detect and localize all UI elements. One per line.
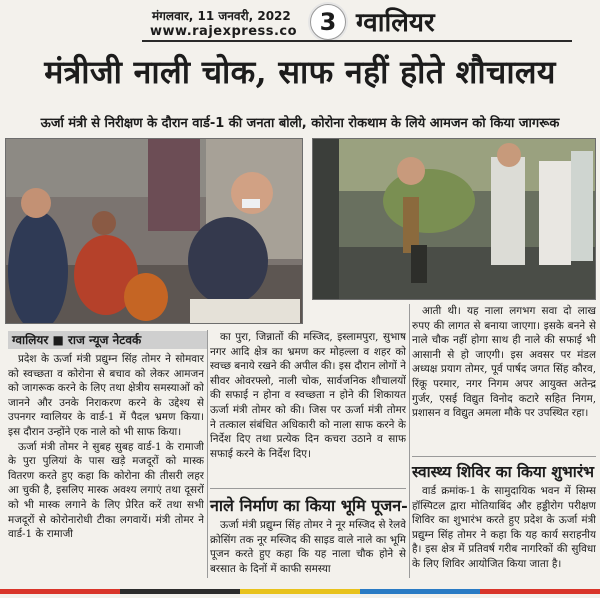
website-url: www.rajexpress.co: [150, 24, 298, 39]
subsection-heading-health-camp: स्वास्थ्य शिविर का किया शुभारंभ: [412, 462, 594, 481]
article-column-3: [412, 304, 596, 454]
article-column-2b: [210, 518, 406, 578]
section-divider: [412, 456, 596, 457]
article-subheadline: ऊर्जा मंत्री से निरीक्षण के दौरान वार्ड-1 की जनता बोली, कोरोना रोकथाम के लिये आमजन को किया जागरूक: [40, 116, 560, 131]
photo-drain-cleaning-image: [313, 139, 595, 299]
print-color-strip: [0, 579, 600, 584]
subsection-heading-drain-construction: नाले निर्माण का किया भूमि पूजन-: [210, 496, 408, 515]
page-number-badge: 3: [310, 4, 346, 40]
paragraph: प्रदेश के ऊर्जा मंत्री प्रद्युम्न सिंह तोमर ने सोमवार को स्वच्छता व कोरोना से बचाव को लेकर आमजन को जागरूक करने के लिए तथा क्षेत्रीय समस्याओं को जानने और उनके निराकरण करने के उद्देश्य से उपनगर ग्वालियर के वार्ड-1 में पैदल भ्रमण किया। इस दौरान उन्होंने एक नाले को भी साफ किया।: [8, 353, 204, 438]
issue-date: मंगलवार, 11 जनवरी, 2022: [152, 9, 291, 23]
photo-drain-cleaning: [312, 138, 596, 300]
photo-mask-distribution-image: [6, 139, 302, 323]
article-headline: मंत्रीजी नाली चोक, साफ नहीं होते शौचालय: [44, 53, 556, 91]
paragraph: वार्ड क्रमांक-1 के सामुदायिक भवन में सिम्स हॉस्पिटल द्वारा मोतियाबिंद और हड्डीरोग परीक्षण शिविर का शुभारंभ करते हुए प्रदेश के ऊर्जा मंत्री प्रद्युम्न सिंह तोमर ने कहा कि यह कार्य सराहनीय है। इस क्षेत्र में प्रतिवर्ष गरीब नागरिकों की सुविधा के लिए शिविर आयोजित किया जाता है।: [412, 485, 596, 570]
section-divider: [210, 488, 406, 489]
article-column-2: [210, 330, 406, 480]
column-divider: [207, 330, 208, 578]
photo-mask-distribution: [5, 138, 303, 324]
article-column-3b: [412, 484, 596, 578]
paragraph: ऊर्जा मंत्री प्रद्युम्न सिंह तोमर ने नूर मस्जिद से रेलवे क्रोसिंग तक नूर मस्जिद की साइड वाले नाले का भूमि पूजन करते हुए कहा कि यह नाला चौक होने से बरसात के दिनों में काफी समस्या: [210, 519, 406, 575]
column-divider: [409, 304, 410, 578]
paragraph: का पुरा, जिन्नातों की मस्जिद, इस्लामपुरा, सुभाष नगर आदि क्षेत्र का भ्रमण कर मोहल्ला व शहर को स्वच्छ बनाये रखने की अपील की। इस दौरान लोगों ने सीवर ओवरफ्लो, नाली चोक, सार्वजनिक शौचालयों की सफाई न होना व स्वच्छता न होने की शिकायत ऊर्जा मंत्री तोमर को की। जिस पर ऊर्जा मंत्री तोमर ने तत्काल संबंधित अधिकारी को नाला साफ करने के निर्देश दिए तथा प्रत्येक दिन कचरा उठाने व साफ सफाई करने के निर्देश दिए।: [210, 331, 406, 460]
paragraph: आती थी। यह नाला लगभग सवा दो लाख रुपए की लागत से बनाया जाएगा। इसके बनने से नाले चौक नहीं होगा साथ ही नाले की सफाई भी आसानी से हो जाएगी। इस अवसर पर मंडल अध्यक्ष प्रयाग तोमर, पूर्व पार्षद जगत सिंह कौरव, रिंकू परमार, नगर निगम अपर आयुक्त अतेन्द्र गुर्जर, एसई विद्युत विनोद कटारे सहित निगम, प्रशासन व विद्युत अमला मौके पर उपस्थित रहा।: [412, 305, 596, 420]
masthead-divider: [142, 40, 572, 42]
byline: ग्वालियर ■ राज न्यूज नेटवर्क: [8, 331, 208, 349]
city-section-title: ग्वालियर: [356, 8, 435, 38]
article-column-1: [8, 352, 204, 578]
paragraph: ऊर्जा मंत्री तोमर ने सुबह सुबह वार्ड-1 के रामाजी के पुरा पुलियां के पास खड़े मजदूरों को मास्क वितरण करते हुए कहा कि कोरोना की तीसरी लहर आ चुकी है, इसलिए मास्क अवश्य लगाएं तथा दूसरों को भी मास्क लगाने के लिए प्रेरित करें तथा सभी मजदूरों से कोरोनारोधी टीका लगवायें। मंत्री तोमर ने वार्ड-1 के रामाजी: [8, 440, 204, 541]
